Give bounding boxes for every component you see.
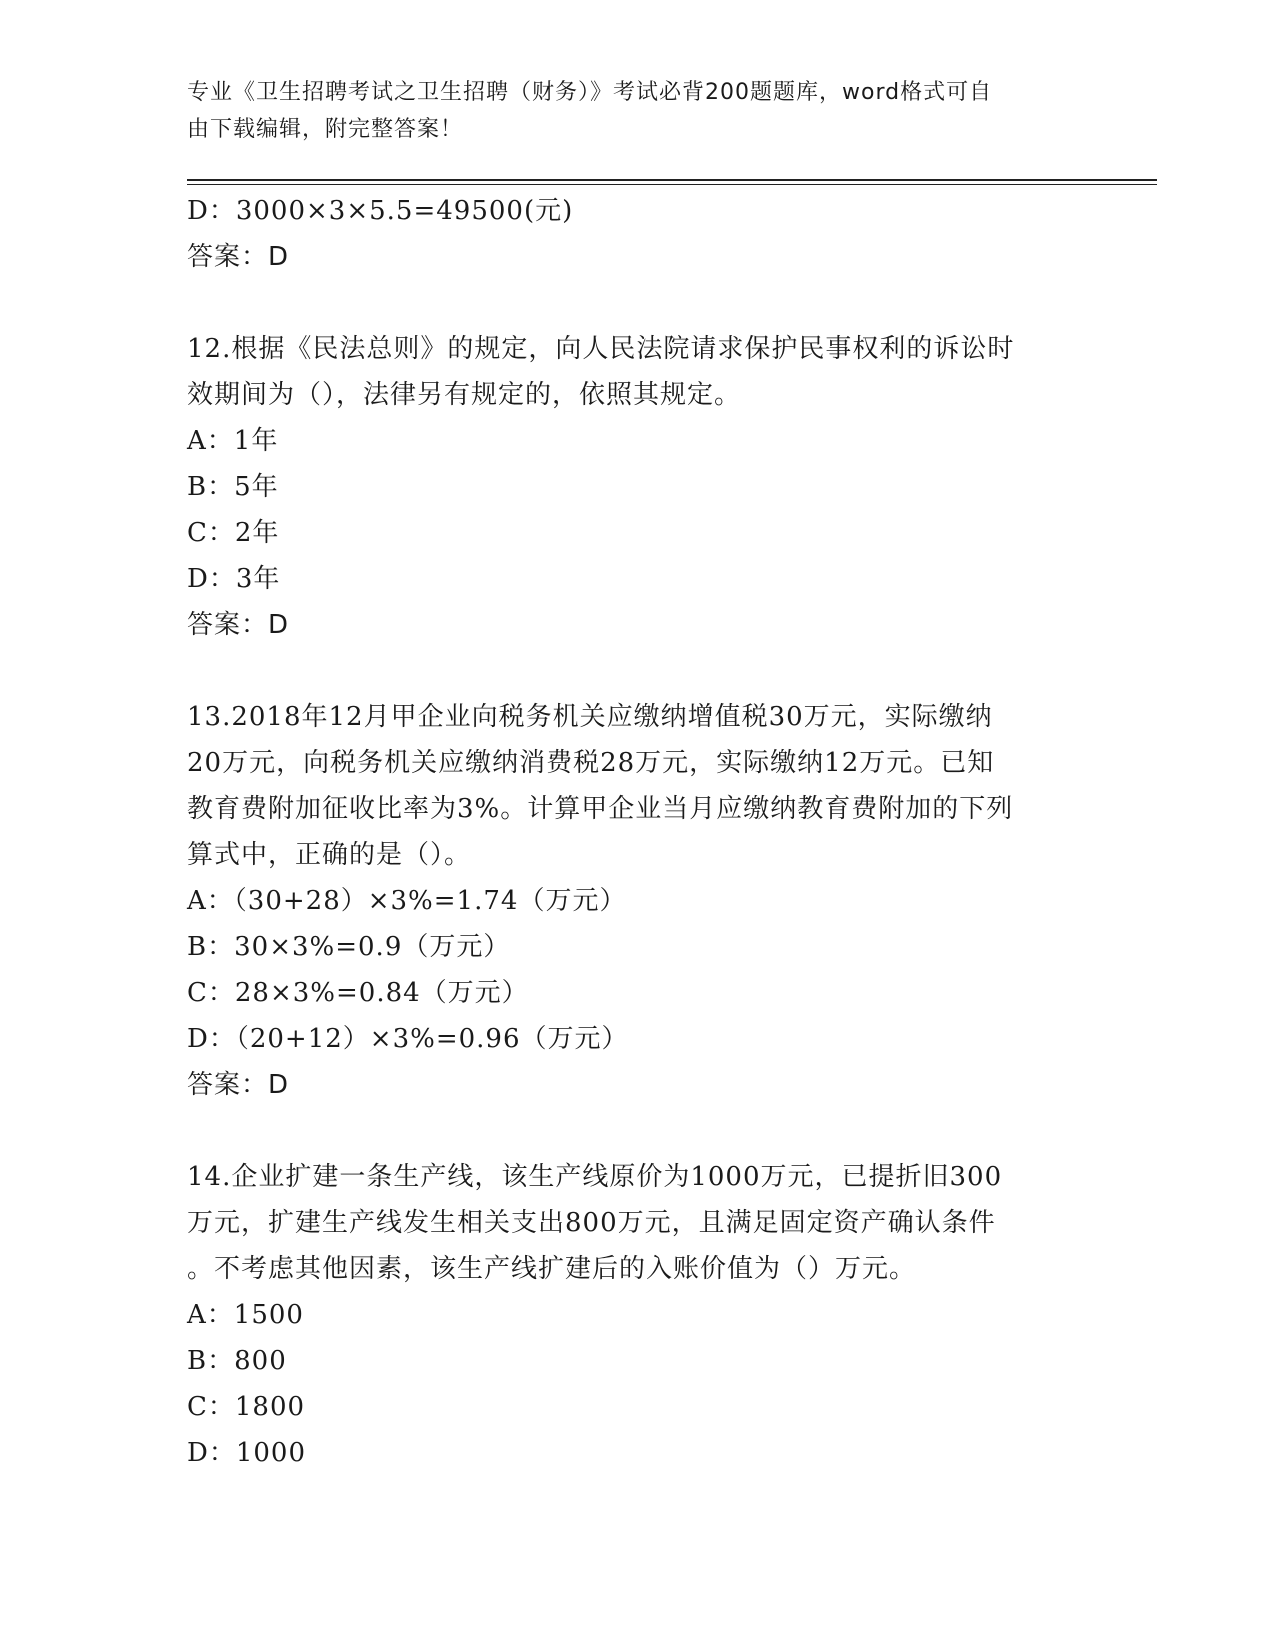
answer: 答案：D — [187, 1070, 290, 1100]
question-content — [187, 188, 1087, 1476]
question-text-line: 教育费附加征收比率为3%。计算甲企业当月应缴纳教育费附加的下列 — [187, 794, 1014, 824]
option-a: A：1年 — [187, 426, 279, 456]
question-14 — [187, 1154, 1087, 1476]
header-divider-thick — [187, 179, 1157, 181]
header-line-1: 专业《卫生招聘考试之卫生招聘（财务）》考试必背200题题库，word格式可自 — [187, 80, 993, 105]
option-d: D：（20+12）×3%=0.96（万元） — [187, 1024, 629, 1054]
question-text-line: 20万元，向税务机关应缴纳消费税28万元，实际缴纳12万元。已知 — [187, 748, 995, 778]
option-b: B：5年 — [187, 472, 279, 502]
header-divider-thin — [187, 184, 1157, 185]
prev-option-d: D：3000×3×5.5=49500(元) — [187, 196, 574, 226]
option-c: C：28×3%=0.84（万元） — [187, 978, 529, 1008]
spacer — [187, 648, 1087, 694]
option-a: A：1500 — [187, 1300, 304, 1330]
option-b: B：800 — [187, 1346, 287, 1376]
answer: 答案：D — [187, 610, 290, 640]
option-c: C：1800 — [187, 1392, 306, 1422]
question-text-line: 13.2018年12月甲企业向税务机关应缴纳增值税30万元，实际缴纳 — [187, 702, 993, 732]
option-a: A：（30+28）×3%=1.74（万元） — [187, 886, 627, 916]
option-c: C：2年 — [187, 518, 280, 548]
question-text-line: 万元，扩建生产线发生相关支出800万元，且满足固定资产确认条件 — [187, 1208, 996, 1238]
question-13 — [187, 694, 1087, 1108]
question-12 — [187, 326, 1087, 648]
option-d: D：1000 — [187, 1438, 307, 1468]
header-line-2: 由下载编辑，附完整答案！ — [187, 117, 464, 142]
prev-answer: 答案：D — [187, 242, 290, 272]
document-header — [187, 74, 1067, 148]
question-text-line: 。不考虑其他因素，该生产线扩建后的入账价值为（）万元。 — [187, 1254, 917, 1284]
question-text-line: 算式中，正确的是（）。 — [187, 840, 472, 870]
question-text-line: 12.根据《民法总则》的规定，向人民法院请求保护民事权利的诉讼时 — [187, 334, 1015, 364]
option-d: D：3年 — [187, 564, 281, 594]
question-text-line: 14.企业扩建一条生产线，该生产线原价为1000万元，已提折旧300 — [187, 1162, 1003, 1192]
option-b: B：30×3%=0.9（万元） — [187, 932, 511, 962]
spacer — [187, 1108, 1087, 1154]
question-text-line: 效期间为（），法律另有规定的，依照其规定。 — [187, 380, 742, 410]
spacer — [187, 280, 1087, 326]
